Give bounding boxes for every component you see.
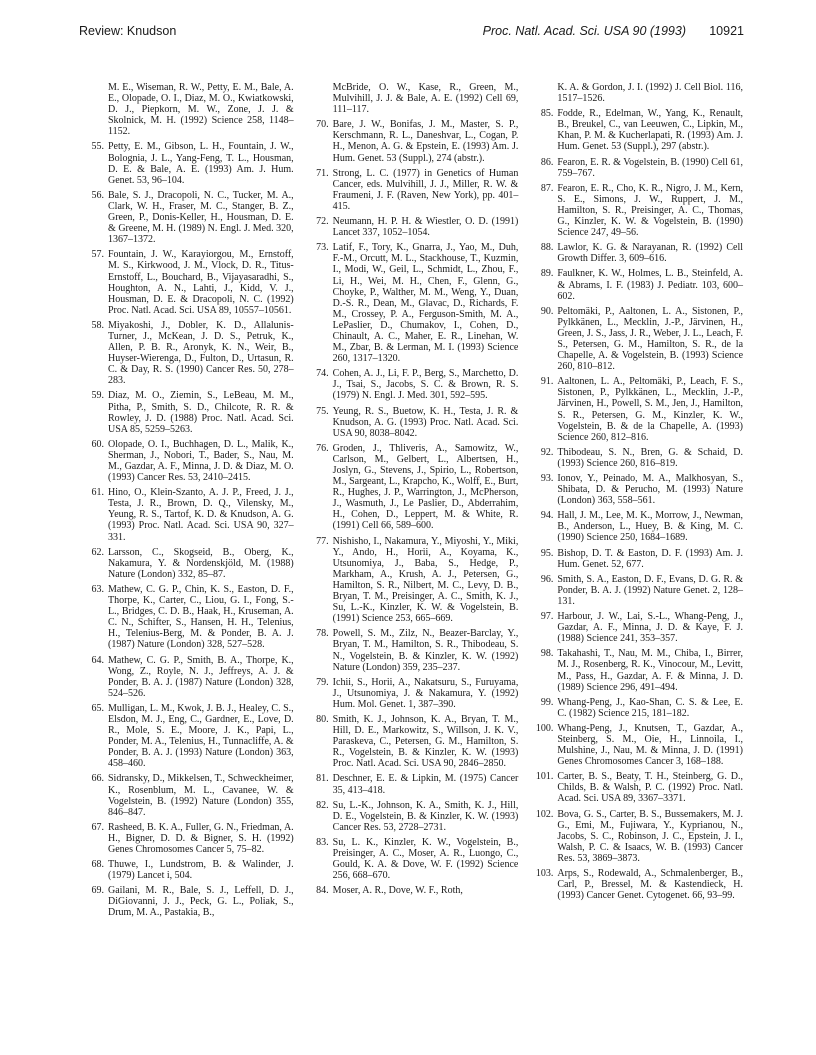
reference-number: 88.	[540, 242, 554, 254]
reference-number: 83.	[316, 836, 329, 848]
reference-text: M. E., Wiseman, R. W., Petty, E. M., Bale, A. E., Olopade, O. I., Diaz, M. O., Kwiatkowski, D. J., Piepkorn, M. W., Zone, J. J. & Skolnick, M. H. (1992) Science 258, 1148–1152.	[108, 82, 294, 138]
reference-entry	[528, 183, 743, 238]
reference-number: 84.	[316, 885, 329, 897]
reference-text: Peltomäki, P., Aaltonen, L. A., Sistonen, P., Pylkkänen, L., Mecklin, J.-P., Järvinen, H., Green, J. S., Jass, J. R., Weber, J. L., Leach, F. S., Petersen, G. M., Hamilton, S. R., de la Chapelle, A. & Vogelstein, B. (1993) Science 260, 810–812.	[557, 305, 744, 373]
reference-text: Mathew, C. G. P., Smith, B. A., Thorpe, K., Wong, Z., Royle, N. J., Jeffreys, A. J. & Ponder, B. A. J. (1987) Nature (London) 328, 524–526.	[108, 654, 294, 699]
reference-text: Su, L.-K., Johnson, K. A., Smith, K. J., Hill, D. E., Vogelstein, B. & Kinzler, K. W. (1993) Cancer Res. 53, 2728–2731.	[332, 799, 519, 833]
reference-number: 69.	[91, 885, 104, 897]
reference-number: 78.	[316, 628, 329, 640]
reference-entry	[79, 390, 294, 434]
reference-number: 101.	[535, 771, 554, 783]
reference-number: 61.	[91, 487, 104, 499]
reference-text: Bale, S. J., Dracopoli, N. C., Tucker, M. A., Clark, W. H., Fraser, M. C., Stanger, B. Z., Green, P., Donis-Keller, H., Housman, D. E. & Greene, M. H. (1989) N. Engl. J. Med. 320, 1367–1372.	[108, 189, 294, 246]
reference-entry	[304, 82, 519, 115]
reference-number: 68.	[91, 859, 104, 871]
reference-entry	[528, 723, 743, 767]
reference-column-2	[304, 82, 519, 923]
reference-text: Mathew, C. G. P., Chin, K. S., Easton, D. F., Thorpe, K., Carter, C., Liou, G. I., Fong, S.-L., Bridges, C. D. B., Haak, H., Kruseman, A. C. N., Schifter, S., Hansen, H. H., Telenius, H., Telenius-Berg, M. & Ponder, B. A. J. (1987) Nature (London) 328, 527–528.	[108, 583, 294, 651]
reference-text: Rasheed, B. K. A., Fuller, G. N., Friedman, A. H., Bigner, D. D. & Bigner, S. H. (1992) Genes Chromosomes Cancer 5, 75–82.	[108, 821, 294, 855]
reference-entry	[528, 447, 743, 469]
running-title: Review: Knudson	[79, 24, 177, 38]
reference-number: 62.	[91, 546, 104, 558]
reference-entry	[304, 168, 519, 212]
reference-number: 72.	[316, 216, 329, 228]
reference-entry	[79, 82, 294, 137]
reference-entry	[79, 439, 294, 483]
reference-entry	[304, 628, 519, 672]
reference-entry	[79, 703, 294, 770]
reference-text: Fountain, J. W., Karayiorgou, M., Ernstoff, M. S., Kirkwood, J. M., Vlock, D. R., Titus-Ernstoff, L., Bouchard, B., Vijayasaradhi, S., Houghton, A. N., Lahti, J., Kidd, V. J., Housman, D. E. & Dracopoli, N. C. (1992) Proc. Natl. Acad. Sci. USA 89, 10557–10561.	[108, 249, 294, 316]
reference-number: 63.	[91, 583, 104, 595]
reference-entry	[528, 771, 743, 804]
reference-column-3	[528, 82, 743, 923]
reference-entry	[79, 249, 294, 316]
reference-number: 93.	[540, 473, 554, 484]
reference-entry	[304, 837, 519, 881]
reference-text: Lawlor, K. G. & Narayanan, R. (1992) Cell Growth Differ. 3, 609–616.	[557, 242, 744, 265]
reference-entry	[79, 773, 294, 817]
reference-entry	[528, 242, 743, 264]
reference-number: 74.	[316, 368, 329, 380]
reference-entry	[79, 320, 294, 387]
reference-text: Thuwe, I., Lundstrom, B. & Walinder, J. (1979) Lancet i, 504.	[108, 859, 294, 882]
reference-text: Latif, F., Tory, K., Gnarra, J., Yao, M., Duh, F.-M., Orcutt, M. L., Stackhouse, T., Kuzmin, I., Modi, W., Geil, L., Schmidt, L., Zhou, F., Li, H., Wei, M. H., Chen, F., Glenn, G., Choyke, P., Walther, M. M., Weng, Y., Duan, D.-S. R., Dean, M., Glavac, D., Richards, F. M., Crossey, P. A., Ferguson-Smith, M. A., LePaslier, D., Chumakov, I., Cohen, D., Chinault, A. C., Maher, E. R., Linehan, W. M., Zbar, B. & Lerman, M. I. (1993) Science 260, 1317–1320.	[332, 242, 519, 365]
reference-number: 96.	[540, 573, 554, 585]
reference-entry	[79, 190, 294, 245]
reference-entry	[79, 141, 294, 185]
reference-number: 64.	[91, 654, 104, 666]
reference-text: Larsson, C., Skogseid, B., Oberg, K., Nakamura, Y. & Nordenskjöld, M. (1988) Nature (London) 332, 85–87.	[108, 546, 294, 580]
reference-number: 60.	[91, 438, 104, 450]
reference-text: Thibodeau, S. N., Bren, G. & Schaid, D. (1993) Science 260, 816–819.	[557, 446, 744, 469]
reference-entry	[304, 216, 519, 238]
reference-entry	[304, 443, 519, 532]
reference-entry	[304, 536, 519, 625]
reference-text: Neumann, H. P. H. & Wiestler, O. D. (1991) Lancet 337, 1052–1054.	[332, 216, 519, 239]
reference-number: 102.	[535, 808, 554, 820]
reference-text: Miyakoshi, J., Dobler, K. D., Allalunis-Turner, J., McKean, J. D. S., Petruk, K., Allen, P. B. R., Aronyk, K. N., Weir, B., Huyser-Wierenga, D., Fulton, D., Urtasun, R. C. & Day, R. S. (1990) Cancer Res. 50, 278–283.	[108, 319, 294, 387]
reference-text: Fearon, E. R. & Vogelstein, B. (1990) Cell 61, 759–767.	[557, 156, 744, 179]
reference-number: 79.	[316, 676, 329, 688]
reference-text: Strong, L. C. (1977) in Genetics of Human Cancer, eds. Mulvihill, J. J., Miller, R. W. & Fraumeni, J. F. (Raven, New York), pp. 401–415.	[332, 167, 519, 212]
reference-number: 75.	[316, 405, 329, 417]
reference-number: 71.	[316, 167, 329, 179]
reference-entry	[304, 885, 519, 896]
reference-text: Moser, A. R., Dove, W. F., Roth,	[332, 885, 463, 897]
reference-text: Carter, B. S., Beaty, T. H., Steinberg, G. D., Childs, B. & Walsh, P. C. (1992) Proc. Natl. Acad. Sci. USA 89, 3367–3371.	[557, 771, 744, 805]
reference-number: 86.	[540, 156, 554, 168]
reference-entry	[528, 376, 743, 443]
reference-text: McBride, O. W., Kase, R., Green, M., Mulvihill, J. J. & Bale, A. E. (1992) Cell 69, 111–117.	[332, 82, 519, 116]
reference-number: 91.	[540, 376, 554, 388]
reference-number: 76.	[316, 442, 329, 454]
reference-number: 56.	[91, 189, 104, 201]
reference-number: 98.	[540, 648, 554, 660]
reference-entry	[304, 406, 519, 439]
reference-text: K. A. & Gordon, J. I. (1992) J. Cell Biol. 116, 1517–1526.	[557, 82, 744, 105]
reference-number: 85.	[540, 108, 554, 120]
reference-text: Mulligan, L. M., Kwok, J. B. J., Healey, C. S., Elsdon, M. J., Eng, C., Gardner, E., Love, D. R., Mole, S. E., Moore, J. K., Papi, L., Ponder, M. A., Telenius, H., Tunnacliffe, A. & Ponder, B. A. J. (1993) Nature (London) 363, 458–460.	[108, 702, 294, 770]
reference-number: 59.	[91, 390, 104, 402]
reference-text: Sidransky, D., Mikkelsen, T., Schweckheimer, K., Rosenblum, M. L., Cavanee, W. & Vogelstein, B. (1992) Nature (London) 355, 846–847.	[108, 773, 294, 818]
reference-entry	[79, 859, 294, 881]
reference-text: Fearon, E. R., Cho, K. R., Nigro, J. M., Kern, S. E., Simons, J. W., Ruppert, J. M., Hamilton, S. R., Preisinger, A. C., Thomas, G., Kinzler, K. W. & Vogelstein, B. (1990) Science 247, 49–56.	[557, 182, 744, 239]
reference-entry	[528, 611, 743, 644]
reference-entry	[79, 885, 294, 918]
reference-text: Arps, S., Rodewald, A., Schmalenberger, B., Carl, P., Bressel, M. & Kastendieck, H. (1993) Cancer Genet. Cytogenet. 66, 93–99.	[557, 868, 744, 902]
reference-text: Aaltonen, L. A., Peltomäki, P., Leach, F. S., Sistonen, P., Pylkkänen, L., Mecklin, J.-P., Järvinen, H., Powell, S. M., Jen, J., Hamilton, S. R., Petersen, G. M., Kinzler, K. W., Vogelstein, B. & de la Chapelle, A. (1993) Science 260, 812–816.	[557, 376, 744, 443]
reference-number: 103.	[535, 868, 554, 879]
reference-number: 66.	[91, 773, 104, 785]
reference-number: 99.	[540, 696, 554, 708]
reference-number: 92.	[540, 446, 554, 458]
reference-number: 77.	[316, 535, 329, 547]
reference-text: Diaz, M. O., Ziemin, S., LeBeau, M. M., Pitha, P., Smith, S. D., Chilcote, R. R. & Rowley, J. D. (1988) Proc. Natl. Acad. Sci. USA 85, 5259–5263.	[108, 390, 294, 435]
reference-entry	[528, 548, 743, 570]
reference-entry	[304, 714, 519, 769]
reference-text: Deschner, E. E. & Lipkin, M. (1975) Cancer 35, 413–418.	[332, 773, 519, 796]
reference-entry	[304, 677, 519, 710]
reference-number: 95.	[540, 547, 554, 559]
page-number: 10921	[709, 24, 744, 38]
reference-text: Ichii, S., Horii, A., Nakatsuru, S., Furuyama, J., Utsunomiya, J. & Nakamura, Y. (1992) Hum. Mol. Genet. 1, 387–390.	[332, 676, 519, 710]
reference-text: Bova, G. S., Carter, B. S., Bussemakers, M. J. G., Emi, M., Fujiwara, Y., Kyprianou, N., Jacobs, S. C., Robinson, J. C., Epstein, J. I., Walsh, P. C. & Isaacs, W. B. (1993) Cancer Res. 53, 3869–3873.	[557, 808, 744, 864]
reference-entry	[304, 800, 519, 833]
reference-entry	[79, 487, 294, 542]
reference-text: Ionov, Y., Peinado, M. A., Malkhosyan, S., Shibata, D. & Perucho, M. (1993) Nature (London) 363, 558–561.	[557, 473, 744, 507]
reference-number: 81.	[316, 773, 329, 785]
reference-text: Faulkner, K. W., Holmes, L. B., Steinfeld, A. & Abrams, I. F. (1983) J. Pediatr. 103, 600–602.	[557, 268, 744, 302]
reference-entry	[528, 268, 743, 301]
reference-number: 82.	[316, 799, 329, 811]
reference-entry	[528, 809, 743, 864]
reference-entry	[79, 547, 294, 580]
reference-number: 70.	[316, 119, 329, 131]
reference-text: Groden, J., Thliveris, A., Samowitz, W., Carlson, M., Gelbert, L., Albertsen, H., Joslyn, G., Stevens, J., Spirio, L., Robertson, M., Sargeant, L., Krapcho, K., Wolff, E., Burt, R., Hughes, J. P., Warrington, J., McPherson, J., Wasmuth, J., Le Paslier, D., Abderrahim, H., Cohen, D., Leppert, M. & White, R. (1991) Cell 66, 589–600.	[332, 442, 519, 532]
reference-text: Gailani, M. R., Bale, S. J., Leffell, D. J., DiGiovanni, J. J., Peck, G. L., Poliak, S., Drum, M. A., Pastakia, B.,	[108, 885, 294, 919]
reference-number: 67.	[91, 821, 104, 833]
page-header	[79, 20, 744, 42]
reference-text: Smith, S. A., Easton, D. F., Evans, D. G. R. & Ponder, B. A. J. (1992) Nature Genet. 2, 128–131.	[557, 573, 744, 607]
reference-number: 97.	[540, 611, 554, 623]
reference-list	[79, 82, 743, 923]
reference-number: 87.	[540, 182, 554, 194]
reference-entry	[528, 108, 743, 152]
reference-text: Fodde, R., Edelman, W., Yang, K., Renault, B., Breukel, C., van Leeuwen, C., Lipkin, M., Khan, P. M. & Kucherlapati, R. (1993) Am. J. Hum. Genet. 53 (Suppl.), 297 (abstr.).	[557, 108, 744, 153]
reference-text: Petty, E. M., Gibson, L. H., Fountain, J. W., Bolognia, J. L., Yang-Feng, T. L., Housman, D. E. & Bale, A. E. (1993) Am. J. Hum. Genet. 53, 96–104.	[108, 141, 294, 186]
reference-text: Hino, O., Klein-Szanto, A. J. P., Freed, J. J., Testa, J. R., Brown, D. Q., Vilensky, M., Yeung, R. S., Tartof, K. D. & Knudson, A. G. (1993) Proc. Natl. Acad. Sci. USA 90, 327–331.	[108, 487, 294, 543]
reference-entry	[79, 655, 294, 699]
reference-text: Bishop, D. T. & Easton, D. F. (1993) Am. J. Hum. Genet. 52, 677.	[557, 547, 744, 570]
reference-entry	[528, 648, 743, 692]
reference-entry	[528, 157, 743, 179]
reference-entry	[528, 306, 743, 373]
reference-number: 58.	[91, 319, 104, 331]
reference-number: 90.	[540, 305, 554, 317]
reference-text: Olopade, O. I., Buchhagen, D. L., Malik, K., Sherman, J., Nobori, T., Bader, S., Nau, M. M., Gazdar, A. F., Minna, J. D. & Diaz, M. O. (1993) Cancer Res. 53, 2410–2415.	[108, 438, 294, 484]
reference-column-1	[79, 82, 294, 923]
reference-text: Cohen, A. J., Li, F. P., Berg, S., Marchetto, D. J., Tsai, S., Jacobs, S. C. & Brown, R. S. (1979) N. Engl. J. Med. 301, 592–595.	[332, 368, 519, 402]
reference-text: Powell, S. M., Zilz, N., Beazer-Barclay, Y., Bryan, T. M., Hamilton, S. R., Thibodeau, S. N., Vogelstein, B. & Kinzler, K. W. (1992) Nature (London) 359, 235–237.	[332, 628, 519, 673]
reference-entry	[304, 119, 519, 163]
reference-number: 65.	[91, 702, 104, 714]
journal-citation: Proc. Natl. Acad. Sci. USA 90 (1993)	[482, 24, 686, 38]
reference-number: 80.	[316, 713, 329, 725]
reference-number: 100.	[535, 722, 554, 734]
reference-entry	[528, 868, 743, 901]
reference-text: Hall, J. M., Lee, M. K., Morrow, J., Newman, B., Anderson, L., Huey, B. & King, M. C. (1990) Science 250, 1684–1689.	[557, 510, 744, 544]
reference-text: Nishisho, I., Nakamura, Y., Miyoshi, Y., Miki, Y., Ando, H., Horii, A., Koyama, K., Utsunomiya, J., Baba, S., Hedge, P., Markham, A., Krush, A. J., Petersen, G., Hamilton, S. R., Nilbert, M. C., Levy, D. B., Bryan, T. M., Preisinger, A. C., Smith, K. J., Su, L.-K., Kinzler, K. W. & Vogelstein, B. (1991) Science 253, 665–669.	[332, 535, 519, 625]
reference-entry	[528, 82, 743, 104]
reference-entry	[79, 822, 294, 855]
reference-number: 55.	[91, 141, 104, 153]
reference-entry	[304, 773, 519, 795]
reference-number: 89.	[540, 268, 554, 280]
reference-text: Whang-Peng, J., Knutsen, T., Gazdar, A., Steinberg, S. M., Oie, H., Linnoila, I., Mulshine, J., Nau, M. & Minna, J. D. (1991) Genes Chromosomes Cancer 3, 168–188.	[557, 722, 744, 768]
reference-text: Yeung, R. S., Buetow, K. H., Testa, J. R. & Knudson, A. G. (1993) Proc. Natl. Acad. Sci. USA 90, 8038–8042.	[332, 405, 519, 439]
reference-entry	[528, 697, 743, 719]
reference-entry	[528, 574, 743, 607]
reference-text: Su, L. K., Kinzler, K. W., Vogelstein, B., Preisinger, A. C., Moser, A. R., Luongo, C., Gould, K. A. & Dove, W. F. (1992) Science 256, 668–670.	[332, 836, 519, 882]
reference-text: Takahashi, T., Nau, M. M., Chiba, I., Birrer, M. J., Rosenberg, R. K., Vinocour, M., Levitt, M., Pass, H., Gazdar, A. F. & Minna, J. D. (1989) Science 296, 491–494.	[557, 648, 744, 693]
reference-number: 73.	[316, 242, 329, 254]
reference-entry	[304, 242, 519, 364]
reference-number: 57.	[91, 249, 104, 261]
reference-text: Whang-Peng, J., Kao-Shan, C. S. & Lee, E. C. (1982) Science 215, 181–182.	[557, 696, 744, 719]
reference-entry	[304, 368, 519, 401]
reference-text: Smith, K. J., Johnson, K. A., Bryan, T. M., Hill, D. E., Markowitz, S., Willson, J. K. V., Paraskeva, C., Petersen, G. M., Hamilton, S. R., Vogelstein, B. & Kinzler, K. W. (1993) Proc. Natl. Acad. Sci. USA 90, 2846–2850.	[332, 713, 519, 770]
reference-entry	[79, 584, 294, 651]
reference-text: Harbour, J. W., Lai, S.-L., Whang-Peng, J., Gazdar, A. F., Minna, J. D. & Kaye, F. J. (1988) Science 241, 353–357.	[557, 611, 744, 645]
reference-text: Bare, J. W., Bonifas, J. M., Master, S. P., Kerschmann, R. L., Daneshvar, L., Cogan, P. H., Menon, A. G. & Epstein, E. (1993) Am. J. Hum. Genet. 53 (Suppl.), 274 (abstr.).	[332, 119, 519, 164]
reference-entry	[528, 510, 743, 543]
reference-entry	[528, 473, 743, 506]
reference-number: 94.	[540, 510, 554, 522]
